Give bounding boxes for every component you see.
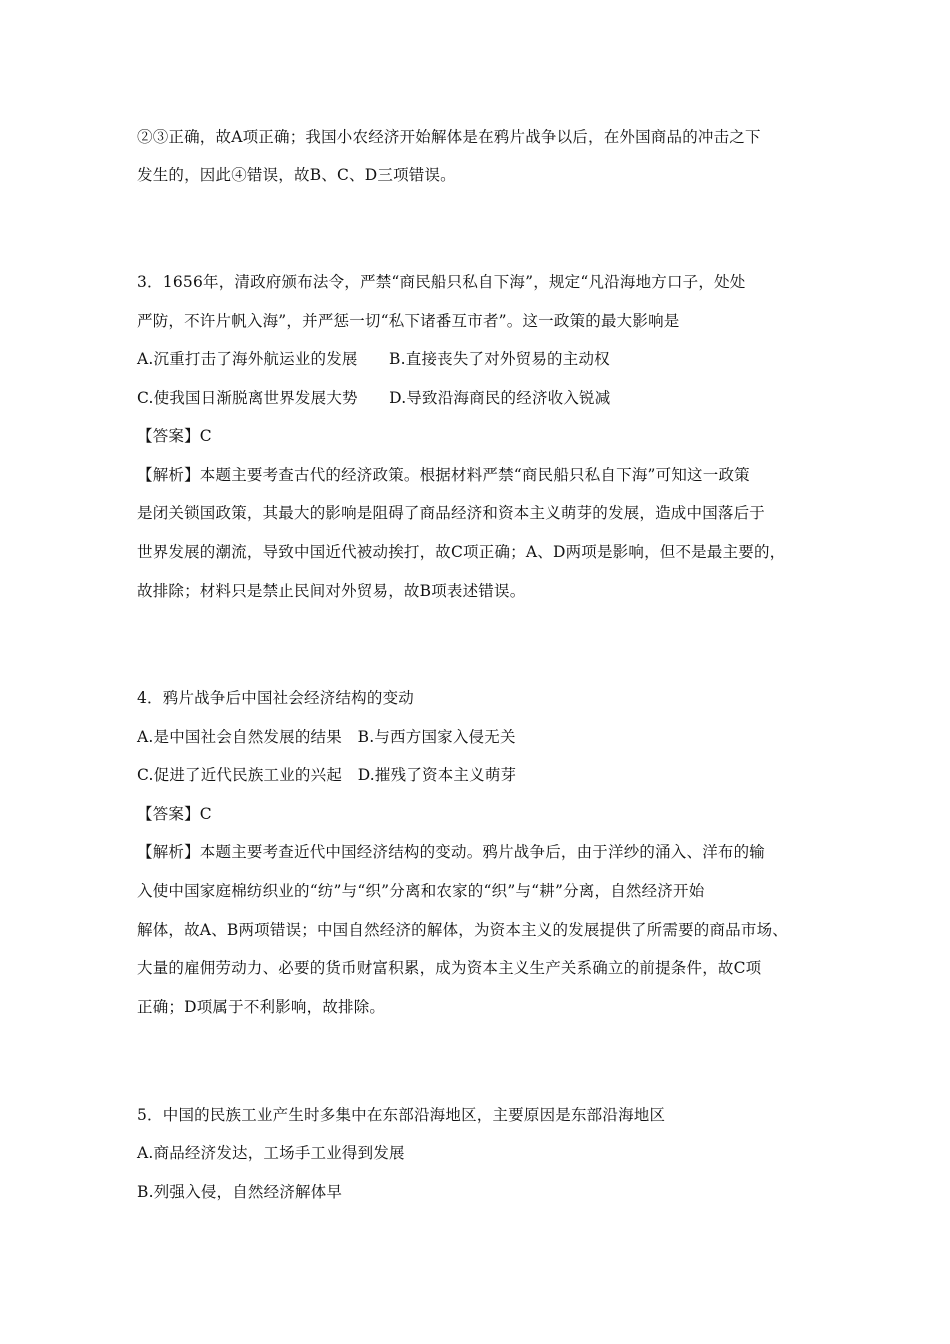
q3-stem-line-2: 严防，不许片帆入海”，并严惩一切“私下诸番互市者”。这一政策的最大影响是 <box>137 312 680 330</box>
q4-answer: 【答案】C <box>137 805 212 823</box>
q4-analysis-line-3: 解体，故A、B两项错误；中国自然经济的解体，为资本主义的发展提供了所需要的商品市场、 <box>137 921 788 939</box>
q4-analysis-line-5: 正确；D项属于不利影响，故排除。 <box>137 998 386 1016</box>
q4-analysis-line-4: 大量的雇佣劳动力、必要的货币财富积累，成为资本主义生产关系确立的前提条件，故C项 <box>137 959 762 977</box>
q4-options-line-2: C.促进了近代民族工业的兴起 D.摧残了资本主义萌芽 <box>137 766 517 784</box>
q3-answer: 【答案】C <box>137 427 212 445</box>
q3-analysis-line-1: 【解析】本题主要考查古代的经济政策。根据材料严禁“商民船只私自下海”可知这一政策 <box>137 466 750 484</box>
q4-options-line-1: A.是中国社会自然发展的结果 B.与西方国家入侵无关 <box>137 728 516 746</box>
q3-analysis-line-3: 世界发展的潮流，导致中国近代被动挨打，故C项正确；A、D两项是影响，但不是最主要的， <box>137 543 786 561</box>
q3-stem-line-1: 3．1656年，清政府颁布法令，严禁“商民船只私自下海”，规定“凡沿海地方口子，处处 <box>137 273 746 291</box>
q2-analysis-line-1: ②③正确，故A项正确；我国小农经济开始解体是在鸦片战争以后，在外国商品的冲击之下 <box>137 128 761 146</box>
q5-option-b: B.列强入侵，自然经济解体早 <box>137 1183 343 1201</box>
q5-stem-line-1: 5．中国的民族工业产生时多集中在东部沿海地区，主要原因是东部沿海地区 <box>137 1106 666 1124</box>
q5-option-a: A.商品经济发达，工场手工业得到发展 <box>137 1144 405 1162</box>
q3-options-line-2: C.使我国日渐脱离世界发展大势 D.导致沿海商民的经济收入锐减 <box>137 389 611 407</box>
q2-analysis-line-2: 发生的，因此④错误，故B、C、D三项错误。 <box>137 166 456 184</box>
q3-analysis-line-2: 是闭关锁国政策，其最大的影响是阻碍了商品经济和资本主义萌芽的发展，造成中国落后于 <box>137 504 766 522</box>
q4-analysis-line-1: 【解析】本题主要考查近代中国经济结构的变动。鸦片战争后，由于洋纱的涌入、洋布的输 <box>137 843 766 861</box>
q4-analysis-line-2: 入使中国家庭棉纺织业的“纺”与“织”分离和农家的“织”与“耕”分离，自然经济开始 <box>137 882 705 900</box>
q3-options-line-1: A.沉重打击了海外航运业的发展 B.直接丧失了对外贸易的主动权 <box>137 350 610 368</box>
q4-stem-line-1: 4．鸦片战争后中国社会经济结构的变动 <box>137 689 414 707</box>
q3-analysis-line-4: 故排除；材料只是禁止民间对外贸易，故B项表述错误。 <box>137 582 526 600</box>
